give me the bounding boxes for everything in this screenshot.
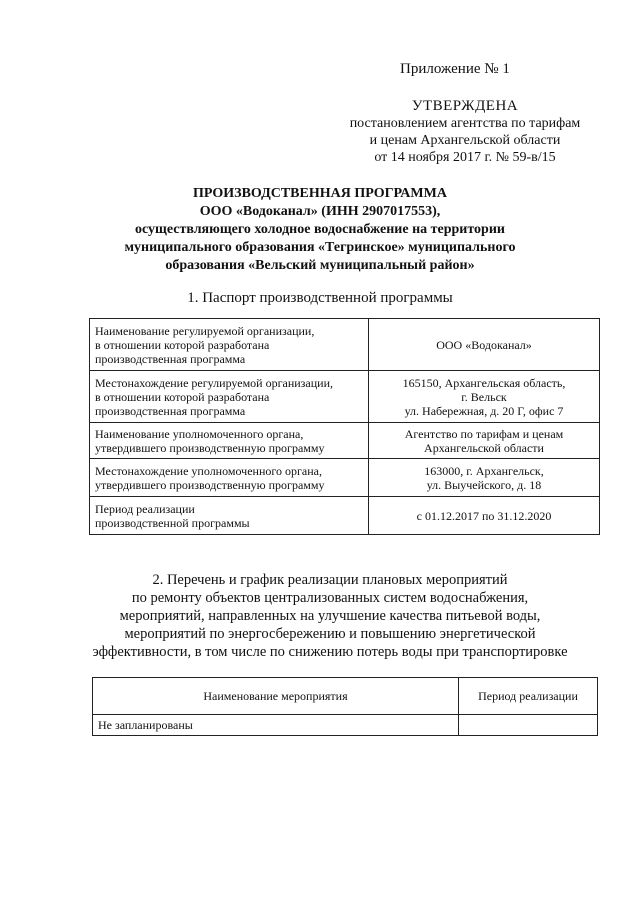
cell-line: Архангельской области — [424, 440, 544, 455]
approval-line: постановлением агентства по тарифам — [349, 116, 581, 131]
event-cell: Не запланированы — [93, 715, 459, 736]
cell-line: Местонахождение уполномоченного органа, — [95, 463, 322, 478]
cell-line: в отношении которой разработана — [95, 337, 270, 352]
table-header-row — [93, 678, 598, 715]
title-line: 2. Перечень и график реализации плановых мероприятий — [152, 572, 508, 588]
passport-value-cell — [369, 423, 600, 459]
approval-heading: УТВЕРЖДЕНА — [411, 98, 519, 114]
passport-label-cell — [90, 371, 369, 423]
cell-line: в отношении которой разработана — [95, 389, 270, 404]
cell-line: Наименование регулируемой организации, — [95, 323, 315, 338]
cell-line: Местонахождение регулируемой организации, — [95, 375, 334, 390]
appendix-label: Приложение № 1 — [400, 61, 510, 77]
passport-value-cell — [369, 497, 600, 535]
title-line: образования «Вельский муниципальный район» — [165, 258, 475, 273]
cell-line: утвердившего производственную программу — [95, 477, 325, 492]
cell-line: производственной программы — [95, 515, 250, 530]
passport-table — [89, 318, 600, 535]
table-row — [90, 497, 600, 535]
passport-label-cell — [90, 497, 369, 535]
cell-line: ООО «Водоканал» — [436, 337, 532, 352]
table-row — [93, 715, 598, 736]
title-line: осуществляющего холодное водоснабжение на территории — [135, 222, 505, 237]
approval-stamp — [330, 98, 600, 166]
title-line: ПРОИЗВОДСТВЕННАЯ ПРОГРАММА — [193, 186, 447, 201]
cell-line: ул. Набережная, д. 20 Г, офис 7 — [404, 403, 564, 418]
passport-label-cell — [90, 319, 369, 371]
passport-value-cell — [369, 319, 600, 371]
passport-value-cell — [369, 371, 600, 423]
table-row — [90, 423, 600, 459]
approval-line: и ценам Архангельской области — [369, 133, 561, 148]
title-line: мероприятий, направленных на улучшение качества питьевой воды, — [119, 608, 541, 624]
cell-line: 163000, г. Архангельск, — [424, 463, 544, 478]
period-cell — [459, 715, 598, 736]
cell-line: Наименование уполномоченного органа, — [95, 426, 304, 441]
title-line: муниципального образования «Тегринское» муниципального — [124, 240, 516, 255]
title-line: эффективности, в том числе по снижению потерь воды при транспортировке — [92, 644, 568, 660]
cell-line: производственная программа — [95, 351, 246, 366]
section1-title: 1. Паспорт производственной программы — [187, 290, 453, 306]
passport-label-cell — [90, 423, 369, 459]
column-header-event: Наименование мероприятия — [93, 678, 459, 715]
table-row — [90, 371, 600, 423]
cell-line: 165150, Архангельская область, — [402, 375, 566, 390]
title-line: по ремонту объектов централизованных систем водоснабжения, — [131, 590, 529, 606]
table-row — [90, 459, 600, 497]
cell-line: Агентство по тарифам и ценам — [404, 426, 564, 441]
approval-line: от 14 ноября 2017 г. № 59-в/15 — [374, 150, 556, 165]
section2-title — [60, 571, 600, 661]
cell-line: г. Вельск — [461, 389, 507, 404]
cell-line: Период реализации — [95, 501, 195, 516]
document-title — [60, 185, 580, 275]
cell-line: производственная программа — [95, 403, 246, 418]
events-table — [92, 677, 598, 736]
table-row — [90, 319, 600, 371]
passport-label-cell — [90, 459, 369, 497]
cell-line: с 01.12.2017 по 31.12.2020 — [416, 508, 552, 523]
cell-line: ул. Выучейского, д. 18 — [426, 477, 542, 492]
title-line: мероприятий по энергосбережению и повышению энергетической — [124, 626, 536, 642]
passport-value-cell — [369, 459, 600, 497]
title-line: ООО «Водоканал» (ИНН 2907017553), — [199, 204, 441, 219]
cell-line: утвердившего производственную программу — [95, 440, 325, 455]
column-header-period: Период реализации — [459, 678, 598, 715]
